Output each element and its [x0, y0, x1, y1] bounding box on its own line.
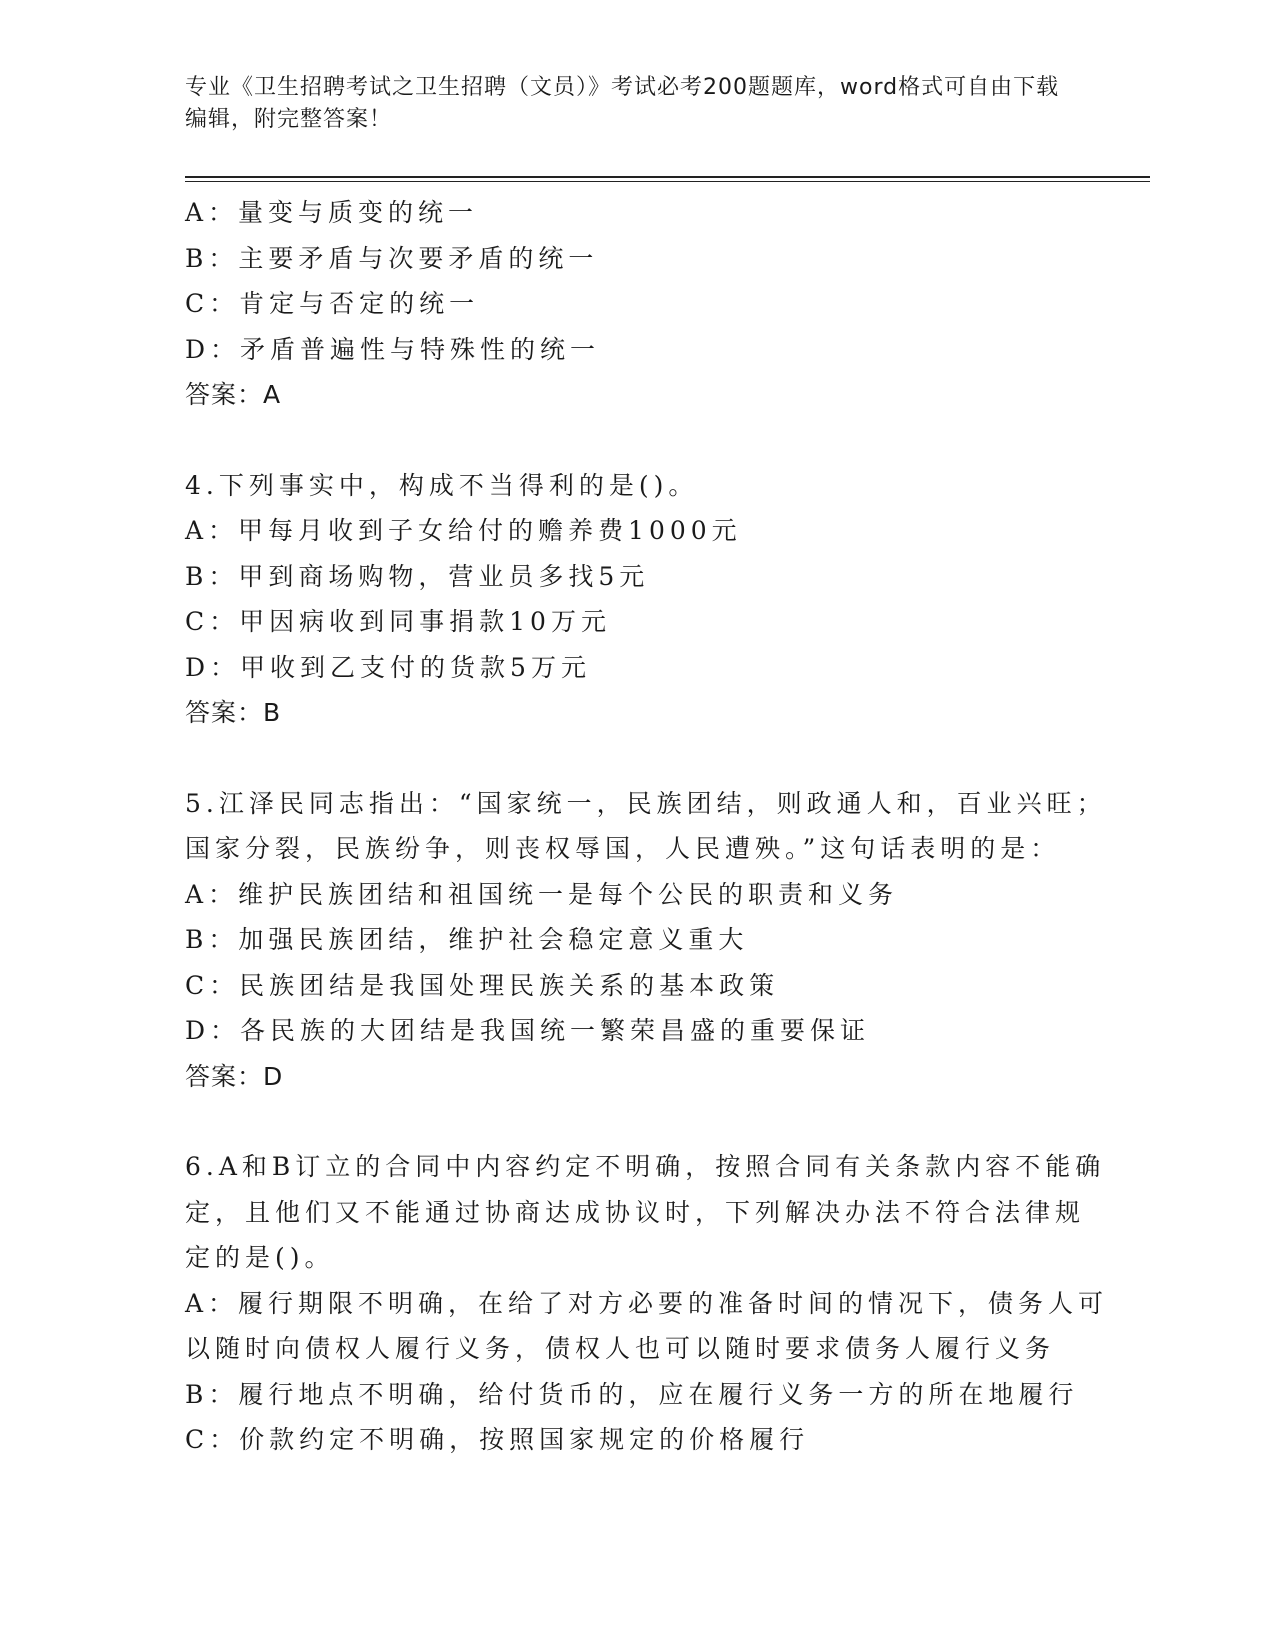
q6-option-a-line-2: 以随时向债权人履行义务，债权人也可以随时要求债务人履行义务	[185, 1334, 1056, 1363]
header-rule-thin	[185, 181, 1150, 182]
q6-option-c: C：价款约定不明确，按照国家规定的价格履行	[185, 1425, 810, 1454]
q5-option-b: B：加强民族团结，维护社会稳定意义重大	[185, 925, 749, 954]
page-header: 专业《卫生招聘考试之卫生招聘（文员）》考试必考200题题库，word格式可自由下载编辑，附完整答案！	[185, 75, 1060, 132]
q5-option-d: D：各民族的大团结是我国统一繁荣昌盛的重要保证	[185, 1016, 871, 1045]
q3-answer: 答案：A	[185, 380, 282, 409]
q4-answer: 答案：B	[185, 698, 282, 727]
q4-option-a: A：甲每月收到子女给付的赡养费1000元	[185, 516, 742, 545]
q3-option-b: B：主要矛盾与次要矛盾的统一	[185, 243, 599, 273]
q4-stem: 4.下列事实中，构成不当得利的是()。	[185, 470, 699, 500]
q6-option-a-line-1: A：履行期限不明确，在给了对方必要的准备时间的情况下，债务人可	[185, 1288, 1109, 1318]
q5-option-c: C：民族团结是我国处理民族关系的基本政策	[185, 970, 780, 1000]
q3-option-a: A：量变与质变的统一	[185, 198, 479, 227]
spacer	[185, 736, 1085, 781]
spacer	[185, 418, 1085, 463]
q6-option-b: B：履行地点不明确，给付货币的，应在履行义务一方的所在地履行	[185, 1379, 1079, 1409]
q3-option-c: C：肯定与否定的统一	[185, 289, 480, 318]
q5-stem-line-1: 5.江泽民同志指出：“国家统一，民族团结，则政通人和，百业兴旺；	[185, 788, 1107, 818]
q5-answer: 答案：D	[185, 1061, 284, 1091]
q5-stem-line-2: 国家分裂，民族纷争，则丧权辱国，人民遭殃。”这句话表明的是：	[185, 834, 1061, 863]
q4-option-c: C：甲因病收到同事捐款10万元	[185, 607, 611, 636]
header-rule-thick	[185, 176, 1150, 178]
spacer	[185, 1099, 1085, 1144]
q6-stem-line-1: 6.A和B订立的合同中内容约定不明确，按照合同有关条款内容不能确	[185, 1152, 1106, 1181]
document-body	[185, 190, 1109, 1463]
q5-option-a: A：维护民族团结和祖国统一是每个公民的职责和义务	[185, 879, 899, 909]
q4-option-d: D：甲收到乙支付的货款5万元	[185, 652, 591, 682]
q4-option-b: B：甲到商场购物，营业员多找5元	[185, 561, 650, 591]
q6-stem-line-3: 定的是()。	[185, 1243, 335, 1272]
q6-stem-line-2: 定，且他们又不能通过协商达成协议时，下列解决办法不符合法律规	[185, 1197, 1086, 1227]
q3-option-d: D：矛盾普遍性与特殊性的统一	[185, 334, 601, 364]
